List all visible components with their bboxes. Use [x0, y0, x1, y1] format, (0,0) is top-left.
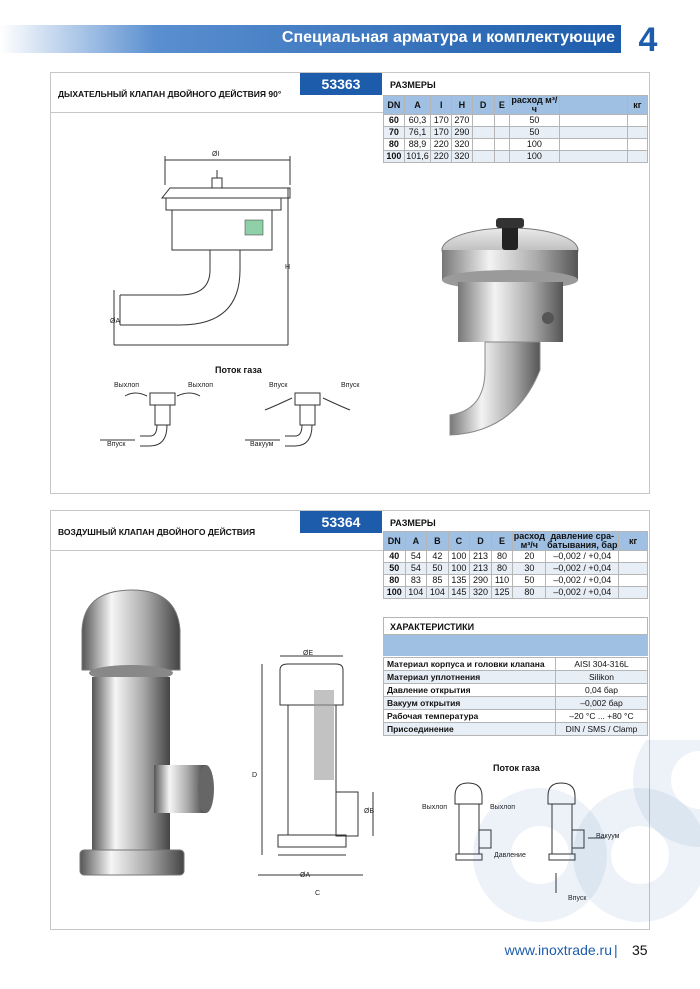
dim-label-e: ØE: [303, 650, 314, 657]
dim-label-h: H: [285, 264, 291, 271]
technical-drawing-53363: [100, 150, 310, 360]
product-title: ДЫХАТЕЛЬНЫЙ КЛАПАН ДВОЙНОГО ДЕЙСТВИЯ 90°: [58, 89, 282, 99]
flow-title: Поток газа: [215, 365, 262, 375]
table-row: 60 60,3 170 270 50: [384, 115, 648, 127]
gas-flow-diagram-53363: [95, 378, 375, 458]
flow-label-inlet: Впуск: [568, 895, 587, 902]
flow-label-exhaust: Выхлоп: [188, 382, 214, 389]
page-number: 35: [632, 942, 648, 958]
technical-drawing-53364: [248, 650, 378, 900]
characteristics-band: [383, 635, 648, 656]
divider: [50, 550, 383, 551]
table-row: Присоединение DIN / SMS / Clamp: [384, 723, 648, 736]
table-row: 40 54 42 100 213 80 20 –0,002 / +0,04: [384, 551, 648, 563]
divider: [50, 112, 383, 113]
product-code: 53363: [300, 73, 382, 95]
dims-table-53364: DN A B C D E расход м³/ч давление сра-батывания, бар кг 40 54 42 100 213 80 20 –0,002 / +0,04 50 54 50 100 213 80 30 –0,002 / +0,04 80 83 85 135 290 110 50 –0,002 / +0,04 100 104 104 145 320 125 80 –0,002 / +0,04: [383, 531, 648, 599]
table-row: 70 76,1 170 290 50: [384, 127, 648, 139]
flow-label-exhaust: Выхлоп: [490, 804, 516, 811]
dim-label-a: ØA: [300, 872, 311, 879]
dim-label-d: D: [252, 772, 258, 779]
dim-label-b: ØB: [364, 808, 375, 815]
characteristics-table: [383, 657, 648, 736]
product-photo-53363: [430, 210, 600, 440]
table-row: 80 88,9 220 320 100: [384, 139, 648, 151]
dims-heading: РАЗМЕРЫ: [390, 518, 436, 528]
dims-table-53363: DN A I H D E расход м³/ч кг 60 60,3 170 270 50 70 76,1 170 290 50 80 88,9 220 320 100 100 101,6 220 320 100: [383, 95, 648, 163]
table-row: Рабочая температура –20 °C ... +80 °C: [384, 710, 648, 723]
flow-title: Поток газа: [493, 763, 540, 773]
chapter-number: 4: [638, 21, 658, 59]
table-row: Вакуум открытия –0,002 бар: [384, 697, 648, 710]
flow-label-exhaust: Выхлоп: [422, 804, 448, 811]
table-row: Материал уплотнения Silikon: [384, 671, 648, 684]
table-row: Материал корпуса и головки клапана AISI 304-316L: [384, 658, 648, 671]
table-row: 100 104 104 145 320 125 80 –0,002 / +0,04: [384, 587, 648, 599]
flow-label-inlet: Впуск: [269, 382, 288, 389]
decorative-rings: [470, 740, 700, 955]
flow-label-pressure: Давление: [494, 852, 526, 859]
dim-label-c: C: [315, 890, 321, 897]
flow-label-vacuum: Вакуум: [596, 833, 620, 840]
product-photo-53364: [72, 585, 232, 890]
flow-label-exhaust: Выхлоп: [114, 382, 140, 389]
table-row: 80 83 85 135 290 110 50 –0,002 / +0,04: [384, 575, 648, 587]
table-row: Давление открытия 0,04 бар: [384, 684, 648, 697]
footer-separator: |: [614, 942, 618, 958]
flow-label-vacuum: Вакуум: [250, 441, 274, 448]
product-title: ВОЗДУШНЫЙ КЛАПАН ДВОЙНОГО ДЕЙСТВИЯ: [58, 527, 256, 537]
flow-label-inlet: Впуск: [341, 382, 360, 389]
table-row: 100 101,6 220 320 100: [384, 151, 648, 163]
page-title: Специальная арматура и комплектующие: [281, 29, 615, 46]
table-row: 50 54 50 100 213 80 30 –0,002 / +0,04: [384, 563, 648, 575]
footer-url[interactable]: www.inoxtrade.ru: [504, 942, 612, 958]
dim-label-a: ØA: [110, 318, 121, 325]
flow-label-inlet: Впуск: [107, 441, 126, 448]
product-code: 53364: [300, 511, 382, 533]
dim-label-i: ØI: [212, 151, 220, 158]
dims-heading: РАЗМЕРЫ: [390, 80, 436, 90]
characteristics-heading: ХАРАКТЕРИСТИКИ: [390, 622, 475, 632]
